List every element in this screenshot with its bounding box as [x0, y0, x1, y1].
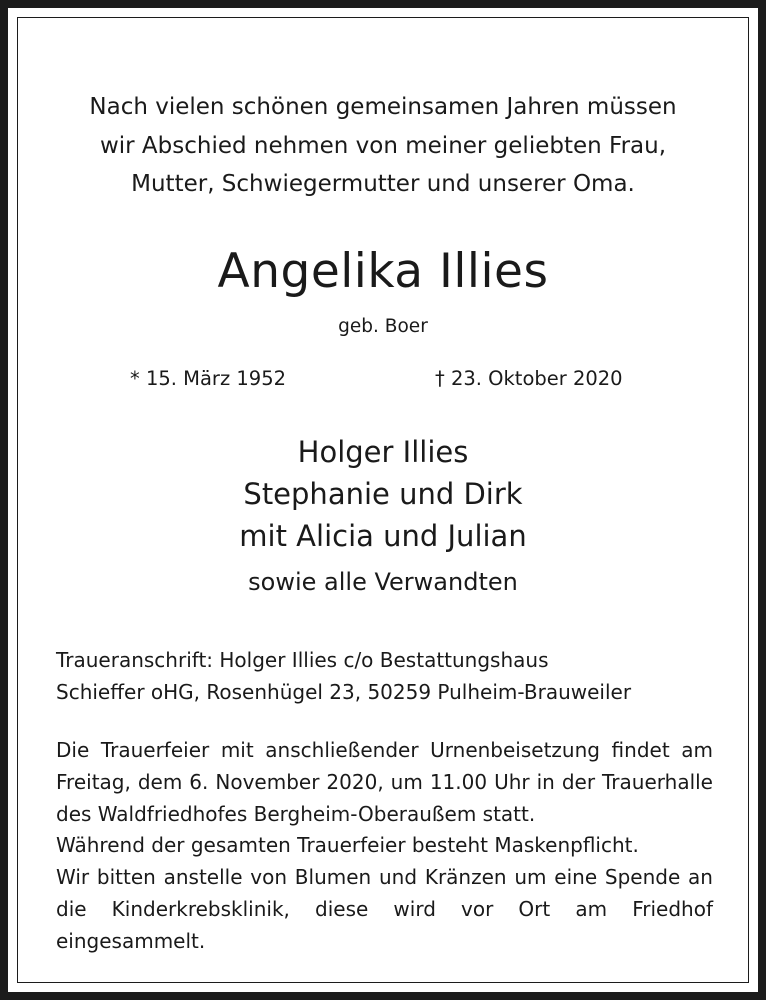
death-date: † 23. Oktober 2020 — [435, 367, 623, 390]
mourning-address — [56, 644, 716, 708]
family-line: Holger Illies — [297, 435, 469, 469]
donation-paragraph: Wir bitten anstelle von Blumen und Kränzen um eine Spende an die Kinderkrebsklinik, diese wird vor Ort am Friedhof eingesammelt. — [56, 865, 713, 953]
relatives-line: sowie alle Verwandten — [248, 568, 518, 596]
birth-date: * 15. März 1952 — [130, 367, 287, 390]
address-line: Schieffer oHG, Rosenhügel 23, 50259 Pulheim-Brauweiler — [56, 680, 632, 704]
intro-line: Mutter, Schwiegermutter und unserer Oma. — [131, 171, 635, 197]
address-line: Traueranschrift: Holger Illies c/o Bestattungshaus — [56, 648, 549, 672]
family-names — [30, 431, 736, 557]
deceased-name: Angelika Illies — [217, 244, 549, 299]
family-line: Stephanie und Dirk — [243, 477, 523, 511]
ceremony-paragraph: Die Trauerfeier mit anschließender Urnenbeisetzung findet am Freitag, dem 6. November 2020, um 11.00 Uhr in der Trauerhalle des Waldfriedhofes Bergheim-Oberaußem statt. — [56, 738, 713, 826]
birth-name: geb. Boer — [338, 316, 428, 337]
intro-line: wir Abschied nehmen von meiner geliebten Frau, — [99, 132, 667, 159]
intro-text — [30, 88, 736, 204]
family-line: mit Alicia und Julian — [239, 519, 527, 553]
intro-line: Nach vielen schönen gemeinsamen Jahren müssen — [89, 94, 677, 120]
mask-paragraph: Während der gesamten Trauerfeier besteht Maskenpflicht. — [56, 833, 639, 857]
